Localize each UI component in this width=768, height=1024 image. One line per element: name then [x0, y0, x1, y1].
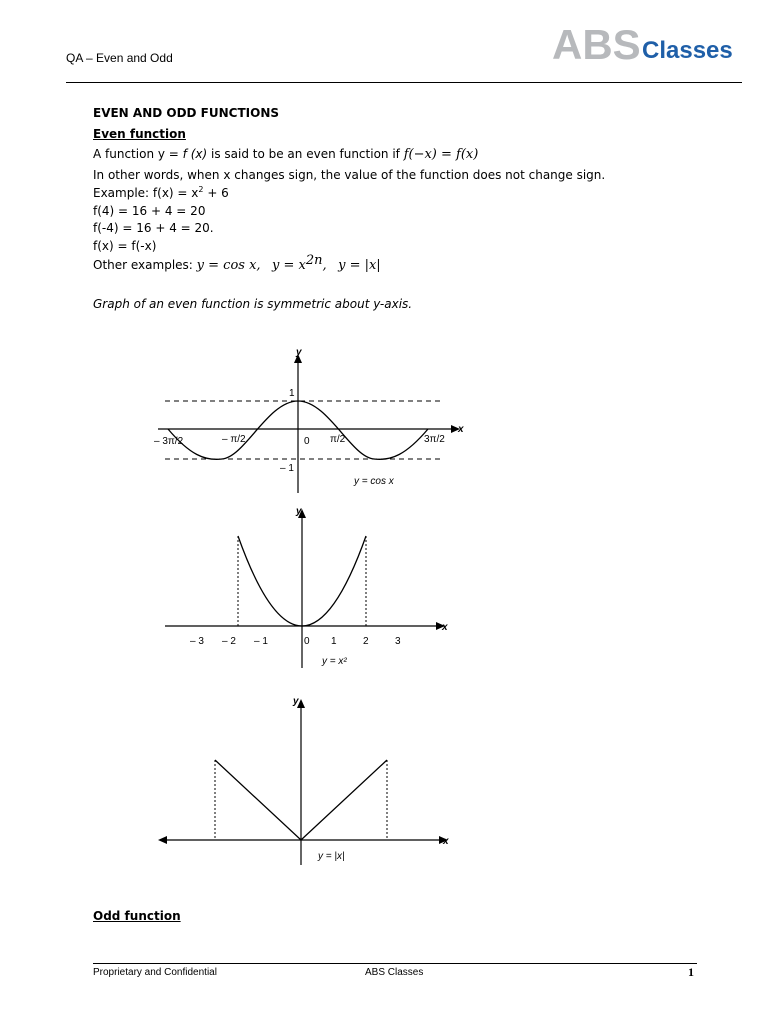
square-tick-neg1: – 1 — [254, 636, 268, 647]
page-number: 1 — [688, 965, 694, 979]
cos-tick-neg-3pi2: – 3π/2 — [154, 436, 184, 447]
even-function-heading: Even function — [93, 127, 186, 141]
example-abs: y = |x| — [338, 258, 381, 273]
main-heading: EVEN AND ODD FUNCTIONS — [93, 106, 279, 120]
logo-classes-text: Classes — [642, 37, 733, 64]
square-tick-2: 2 — [363, 636, 369, 647]
header-rule — [66, 82, 742, 83]
other-examples-line — [93, 253, 381, 274]
example-prefix: Example: f(x) = x — [93, 186, 199, 200]
example-power-exp: 2n — [305, 253, 323, 268]
cos-caption: y = cos x — [354, 476, 394, 487]
cos-tick-minus-one: – 1 — [280, 463, 294, 474]
f4-line: f(4) = 16 + 4 = 20 — [93, 204, 206, 218]
abs-x-arrow — [158, 836, 167, 844]
example-line — [93, 185, 229, 201]
definition-line — [93, 146, 478, 163]
square-tick-neg2: – 2 — [222, 636, 236, 647]
footer-left: Proprietary and Confidential — [93, 967, 217, 978]
square-tick-neg3: – 3 — [190, 636, 204, 647]
square-caption: y = x² — [322, 656, 347, 667]
abs-graph — [155, 690, 465, 865]
definition-mid: is said to be an even function if — [207, 147, 404, 161]
header-title: QA – Even and Odd — [66, 51, 173, 65]
square-tick-1: 1 — [331, 636, 337, 647]
cos-graph — [150, 345, 470, 495]
definition-fx: f (x) — [182, 147, 208, 161]
odd-function-heading: Odd function — [93, 909, 181, 923]
square-graph — [160, 500, 460, 675]
square-tick-zero: 0 — [304, 636, 310, 647]
square-y-label: y — [296, 506, 302, 517]
example-cos: y = cos x, — [196, 258, 261, 273]
example-power-base: y = x — [272, 258, 306, 273]
abs-x-label: x — [443, 836, 449, 847]
definition-prefix: A function y = — [93, 147, 183, 161]
abs-caption: y = |x| — [318, 851, 345, 862]
cos-tick-zero: 0 — [304, 436, 310, 447]
other-words-line: In other words, when x changes sign, the value of the function does not change sign. — [93, 168, 606, 182]
square-tick-3: 3 — [395, 636, 401, 647]
equality-line: f(x) = f(-x) — [93, 239, 157, 253]
cos-tick-3pi2: 3π/2 — [424, 434, 445, 445]
cos-y-label: y — [296, 347, 302, 358]
definition-math: f(−x) = f(x) — [403, 147, 479, 162]
example-power-comma: , — [322, 258, 327, 273]
example-exponent: 2 — [198, 185, 204, 194]
symmetric-note: Graph of an even function is symmetric about y-axis. — [93, 297, 413, 311]
cos-tick-one: 1 — [289, 388, 295, 399]
cos-x-label: x — [458, 424, 464, 435]
cos-tick-pi2: π/2 — [330, 434, 346, 445]
cos-tick-neg-pi2: – π/2 — [222, 434, 246, 445]
other-examples-label: Other examples: — [93, 258, 197, 272]
logo-abs-text: ABS — [552, 21, 641, 68]
fm4-line: f(-4) = 16 + 4 = 20. — [93, 221, 214, 235]
square-x-label: x — [442, 622, 448, 633]
example-suffix: + 6 — [203, 186, 229, 200]
abs-y-label: y — [293, 696, 299, 707]
footer-center: ABS Classes — [365, 967, 424, 978]
footer-rule — [93, 963, 697, 964]
